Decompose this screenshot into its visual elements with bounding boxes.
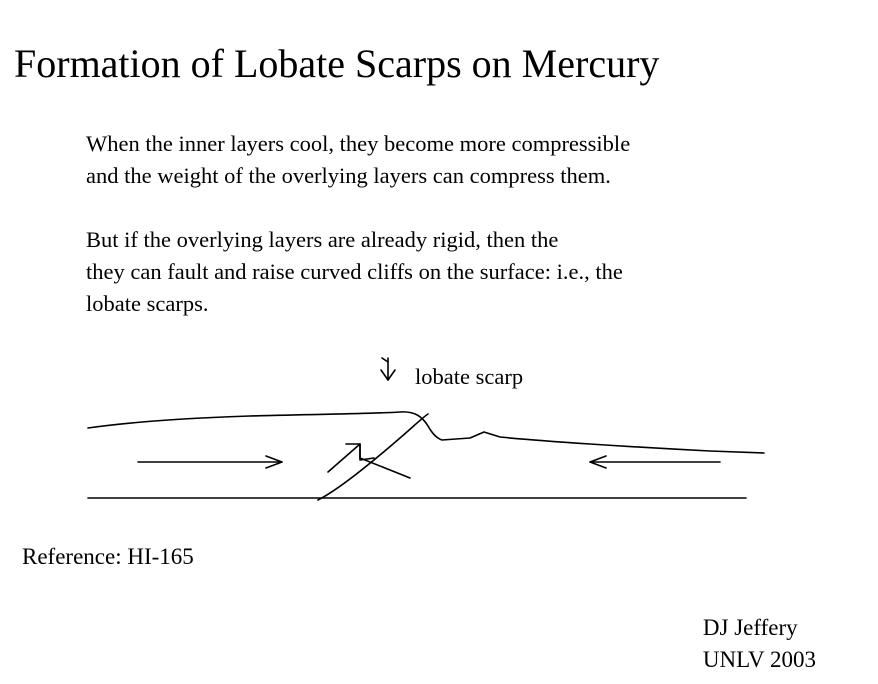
credit-affiliation: UNLV 2003 [702, 647, 816, 672]
paragraph-two-line-1: But if the overlying layers are already rigid, then the [86, 227, 559, 252]
paragraph-two [86, 224, 623, 320]
reference-text: Reference: HI-165 [22, 544, 194, 569]
downthrust-arrow-head [360, 444, 374, 460]
paragraph-two-line-3: lobate scarps. [86, 291, 209, 316]
lobate-scarp-label: lobate scarp [415, 364, 524, 389]
paragraph-one-line-2: and the weight of the overlying layers can compress them. [86, 163, 611, 188]
credit-block [703, 612, 816, 676]
ground-surface-line [88, 412, 764, 453]
credit-author: DJ Jeffery [702, 615, 798, 640]
paragraph-one-line-1: When the inner layers cool, they become more compressible [86, 131, 631, 156]
paragraph-one [86, 128, 630, 192]
fault-plane-line [318, 414, 428, 500]
downthrust-arrow-shaft [360, 458, 410, 478]
upthrust-arrow-shaft [328, 444, 360, 472]
cross-section-diagram [70, 340, 810, 520]
page-title: Formation of Lobate Scarps on Mercury [14, 41, 660, 86]
scarp-pointer-tick [382, 358, 388, 362]
paragraph-two-line-2: they can fault and raise curved cliffs on the surface: i.e., the [86, 259, 623, 284]
